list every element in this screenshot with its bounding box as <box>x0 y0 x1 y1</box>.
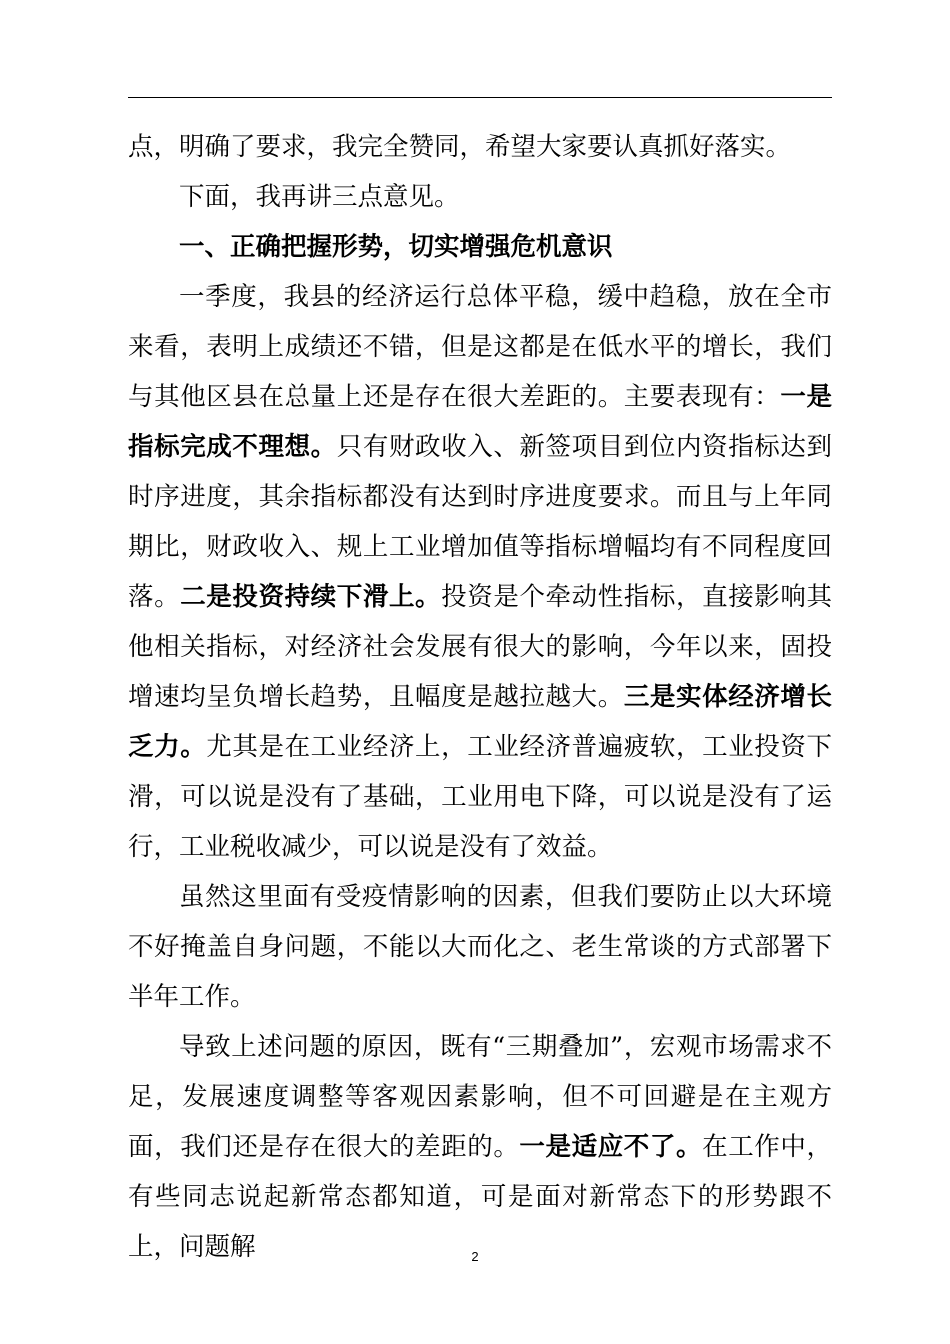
header-rule <box>128 97 832 98</box>
body-text <box>128 122 832 1272</box>
text-run: 点，明确了要求，我完全赞同，希望大家要认真抓好落实。 <box>128 132 792 162</box>
paragraph-6 <box>128 1022 832 1272</box>
paragraph-4 <box>128 272 832 872</box>
text-run: 下面，我再讲三点意见。 <box>179 182 460 212</box>
page-number: 2 <box>471 1249 479 1264</box>
text-run: 导致上述问题的原因，既有“三期叠加”，宏观市场需求不足，发展速度调整等客观因素影响，但不可回避是在主观方面，我们还是存在很大的差距的。 <box>128 1032 832 1162</box>
bold-point-1: 一是指标完成不理想。 <box>128 382 832 462</box>
paragraph-5 <box>128 872 832 1022</box>
section-heading <box>128 222 832 272</box>
text-run: 只有财政收入、新签项目到位内资指标达到时序进度，其余指标都没有达到时序进度要求。而且与上年同期比，财政收入、规上工业增加值等指标增幅均有不同程度回落。 <box>128 432 832 612</box>
bold-point-2: 二是投资持续下滑上。 <box>180 582 442 612</box>
bold-point-4: 一是适应不了。 <box>519 1132 703 1162</box>
paragraph-1 <box>128 122 832 172</box>
text-run: 虽然这里面有受疫情影响的因素，但我们要防止以大环境不好掩盖自身问题，不能以大而化之、老生常谈的方式部署下半年工作。 <box>128 882 832 1012</box>
text-run: 尤其是在工业经济上，工业经济普遍疲软，工业投资下滑，可以说是没有了基础，工业用电下降，可以说是没有了运行，工业税收减少，可以说是没有了效益。 <box>128 732 832 862</box>
bold-point-3: 三是实体经济增长乏力。 <box>128 682 832 762</box>
text-run: 投资是个牵动性指标，直接影响其他相关指标，对经济社会发展有很大的影响，今年以来，固投增速均呈负增长趋势，且幅度是越拉越大。 <box>128 582 832 712</box>
text-run: 一季度，我县的经济运行总体平稳，缓中趋稳，放在全市来看，表明上成绩还不错，但是这都是在低水平的增长，我们与其他区县在总量上还是存在很大差距的。主要表现有： <box>128 282 832 412</box>
paragraph-2 <box>128 172 832 222</box>
text-run: 在工作中，有些同志说起新常态都知道，可是面对新常态下的形势跟不上，问题解 <box>128 1132 832 1262</box>
heading-text: 一、正确把握形势，切实增强危机意识 <box>179 232 613 262</box>
